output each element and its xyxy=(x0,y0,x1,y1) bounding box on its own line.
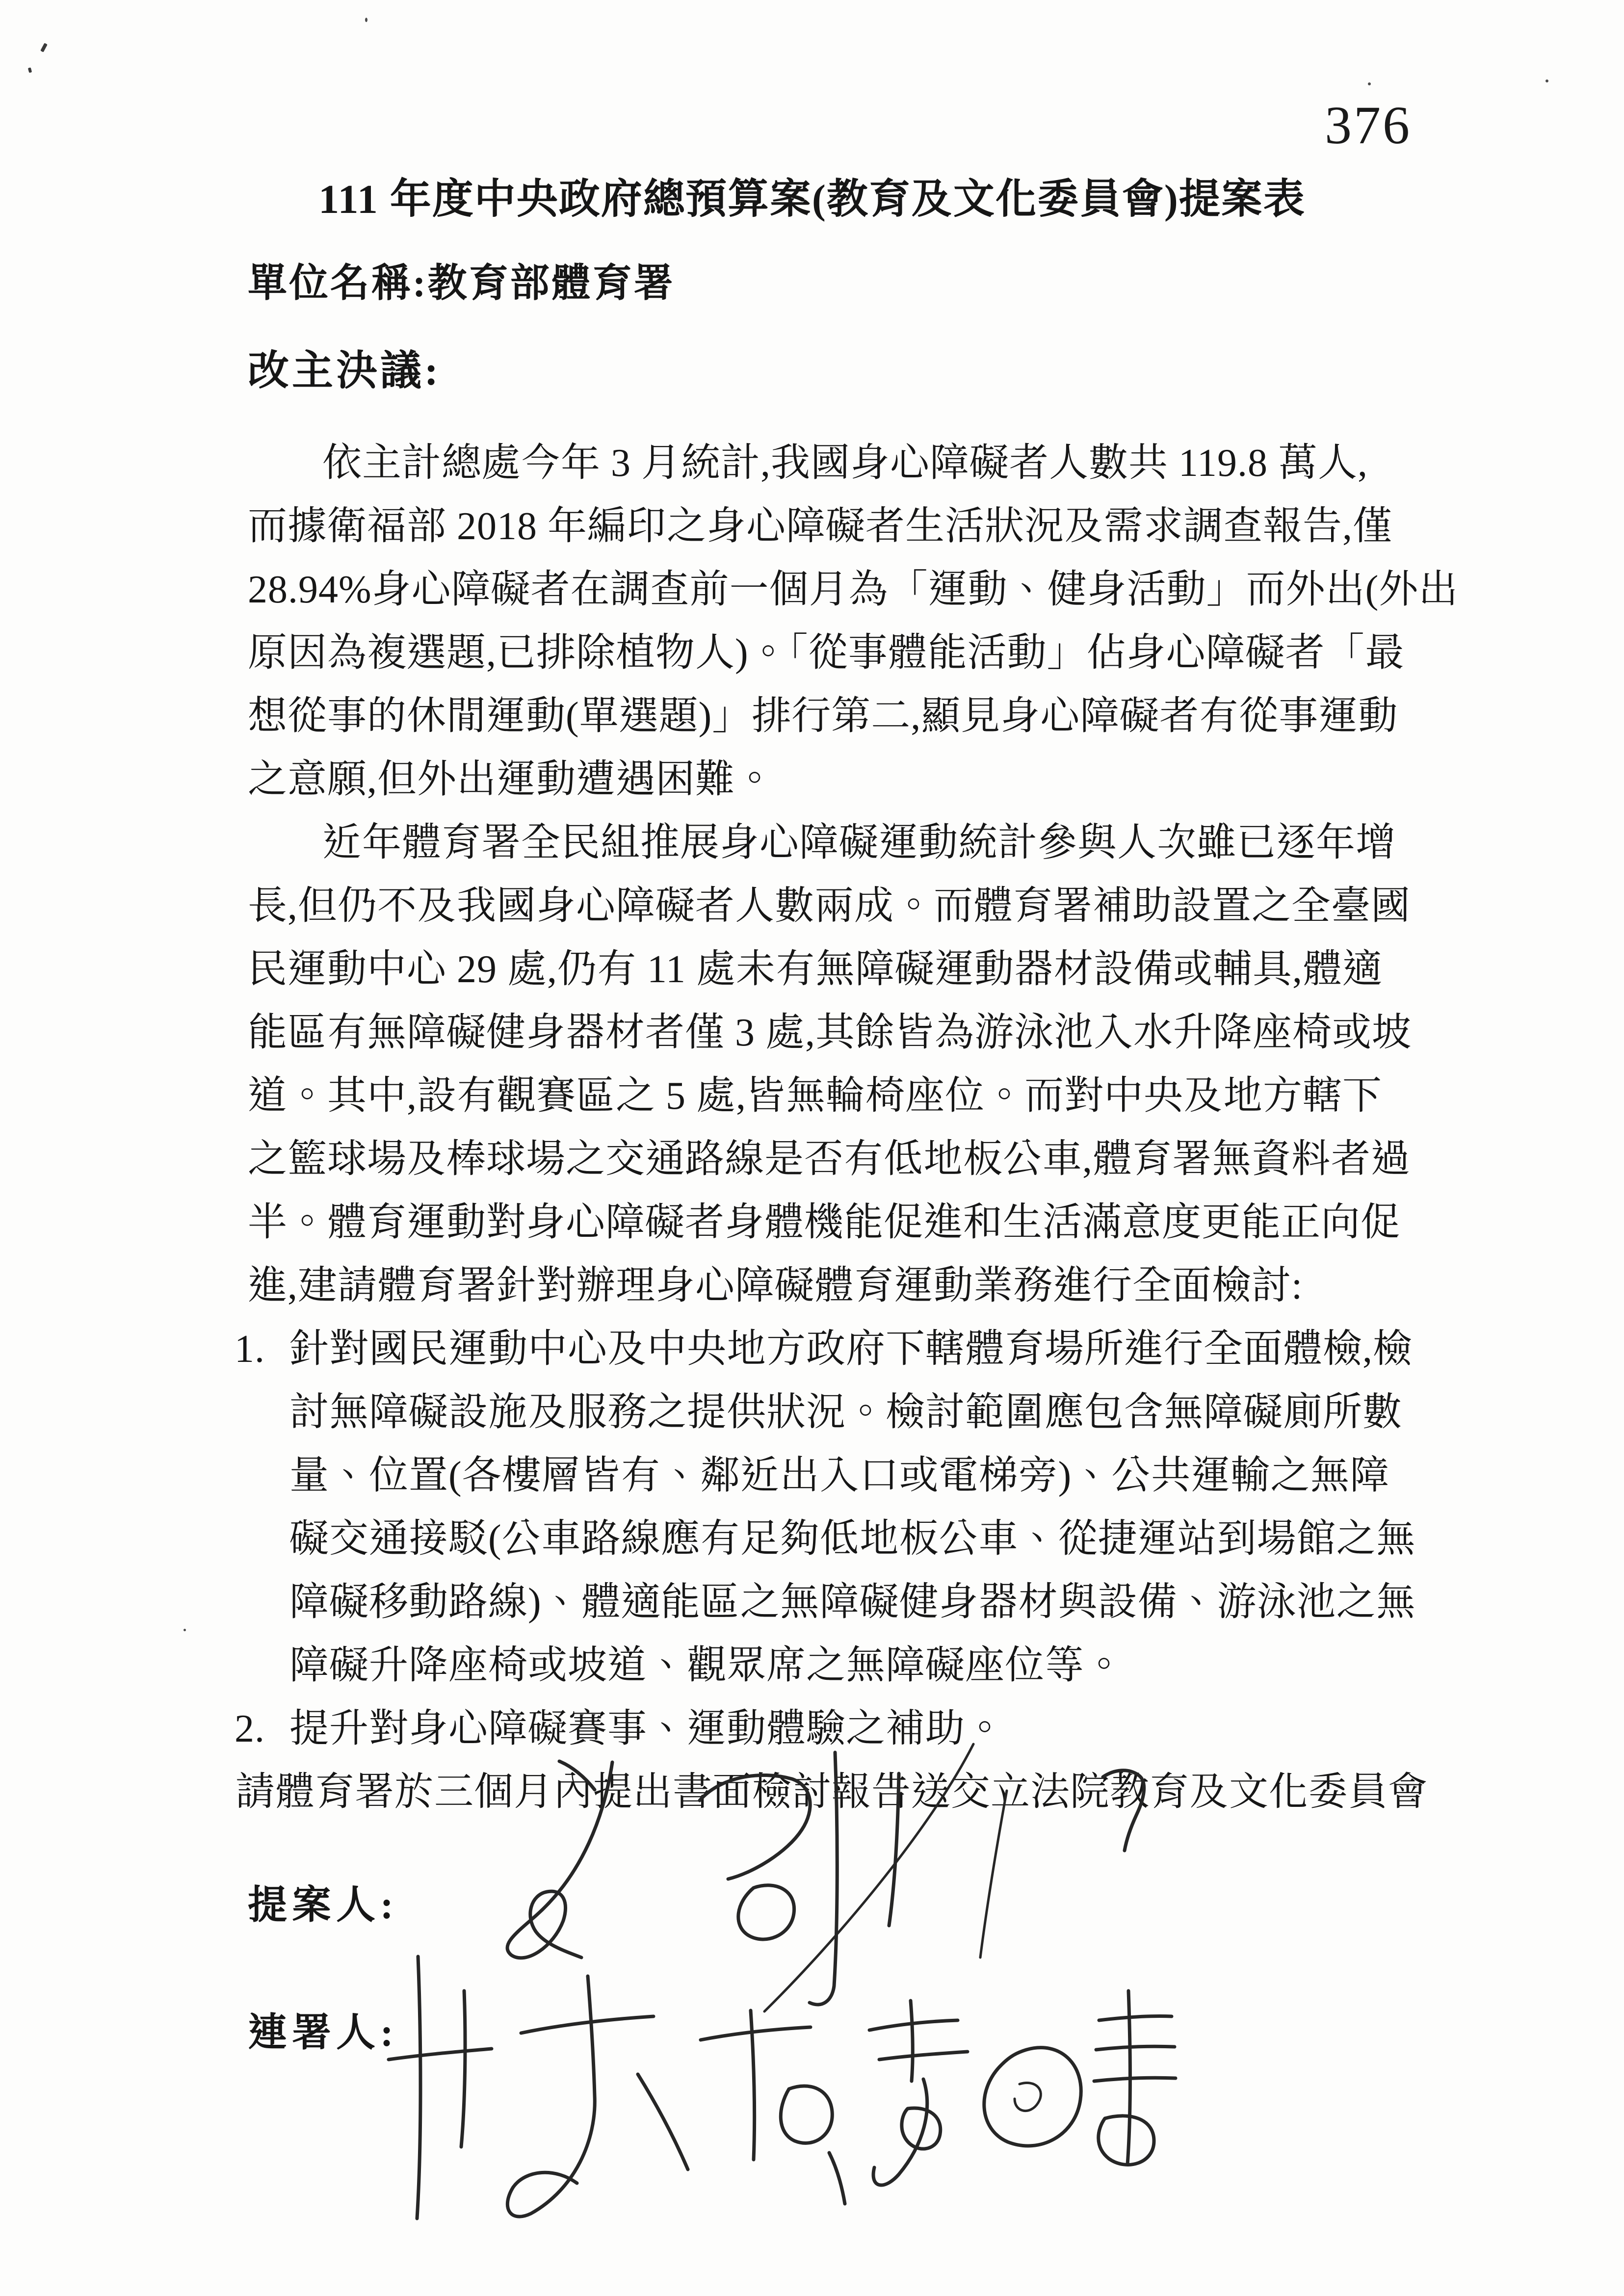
paragraph1-line: 依主計總處今年 3 月統計,我國身心障礙者人數共 119.8 萬人, xyxy=(322,442,1368,485)
scan-speck xyxy=(183,1629,186,1631)
paragraph1-line: 28.94%身心障礙者在調查前一個月為「運動、健身活動」而外出(外出 xyxy=(248,568,1459,611)
scan-speck xyxy=(1545,79,1548,82)
paragraph2-line: 長,但仍不及我國身心障礙者人數兩成。而體育署補助設置之全臺國 xyxy=(248,885,1411,928)
closing-line: 請體育署於三個月內提出書面檢討報告送交立法院教育及文化委員會 xyxy=(236,1771,1428,1814)
paragraph1-line: 而據衛福部 2018 年編印之身心障礙者生活狀況及需求調查報告,僅 xyxy=(248,505,1392,548)
paragraph2-line: 之籃球場及棒球場之交通路線是否有低地板公車,體育署無資料者過 xyxy=(248,1138,1411,1181)
resolution-body xyxy=(235,432,1465,1824)
proposer-signature xyxy=(507,1744,1144,2011)
list-item-2-line: 提升對身心障礙賽事、運動體驗之補助。 xyxy=(289,1707,1005,1750)
list-item-1-line: 障礙移動路線)、體適能區之無障礙健身器材與設備、游泳池之無 xyxy=(289,1581,1416,1624)
cosigner-signature-1 xyxy=(389,1957,845,2218)
paragraph1-line: 之意願,但外出運動遭遇困難。 xyxy=(248,758,775,801)
paragraph2-line: 道。其中,設有觀賽區之 5 處,皆無輪椅座位。而對中央及地方轄下 xyxy=(248,1074,1382,1118)
scan-speck xyxy=(40,43,48,52)
paragraph2-line: 近年體育署全民組推展身心障礙運動統計參與人次雖已逐年增 xyxy=(322,821,1395,864)
list-item-1-line: 針對國民運動中心及中央地方政府下轄體育場所進行全面體檢,檢 xyxy=(289,1328,1413,1371)
list-item-1 xyxy=(235,1318,1465,1381)
page-number: 376 xyxy=(1325,95,1412,155)
list-item-1-line: 量、位置(各樓層皆有、鄰近出入口或電梯旁)、公共運輸之無障 xyxy=(289,1454,1390,1497)
scan-speck xyxy=(1368,82,1371,85)
paragraph2-line: 民運動中心 29 處,仍有 11 處未有無障礙運動器材設備或輔具,體適 xyxy=(248,948,1383,991)
paragraph1-line: 原因為複選題,已排除植物人)。「從事體能活動」佔身心障礙者「最 xyxy=(248,631,1405,675)
list-item-1-line: 討無障礙設施及服務之提供狀況。檢討範圍應包含無障礙廁所數 xyxy=(289,1391,1402,1434)
list-item-1-line: 障礙升降座椅或坡道、觀眾席之無障礙座位等。 xyxy=(289,1644,1124,1687)
paragraph2-line: 能區有無障礙健身器材者僅 3 處,其餘皆為游泳池入水升降座椅或坡 xyxy=(248,1011,1412,1054)
resolution-heading: 改主決議: xyxy=(248,348,441,394)
document-title: 111 年度中央政府總預算案(教育及文化委員會)提案表 xyxy=(318,177,1306,222)
list-marker-1: 1. xyxy=(235,1328,265,1371)
proposer-label: 提案人: xyxy=(248,1884,398,1927)
unit-name-line: 單位名稱:教育部體育署 xyxy=(248,262,675,305)
scan-speck xyxy=(365,18,367,22)
paragraph2-line: 半。體育運動對身心障礙者身體機能促進和生活滿意度更能正向促 xyxy=(248,1201,1400,1244)
cosigner-signature-2 xyxy=(869,1991,1176,2185)
list-item-1-line: 礙交通接駁(公車路線應有足夠低地板公車、從捷運站到場館之無 xyxy=(289,1517,1416,1561)
paragraph2-line: 進,建請體育署針對辦理身心障礙體育運動業務進行全面檢討: xyxy=(248,1264,1303,1307)
list-marker-2: 2. xyxy=(235,1707,265,1750)
cosigner-label: 連署人: xyxy=(248,2011,398,2055)
paragraph1-line: 想從事的休閒運動(單選題)」排行第二,顯見身心障礙者有從事運動 xyxy=(248,695,1398,738)
handwritten-signatures xyxy=(294,1668,1276,2281)
scan-speck xyxy=(28,67,32,73)
